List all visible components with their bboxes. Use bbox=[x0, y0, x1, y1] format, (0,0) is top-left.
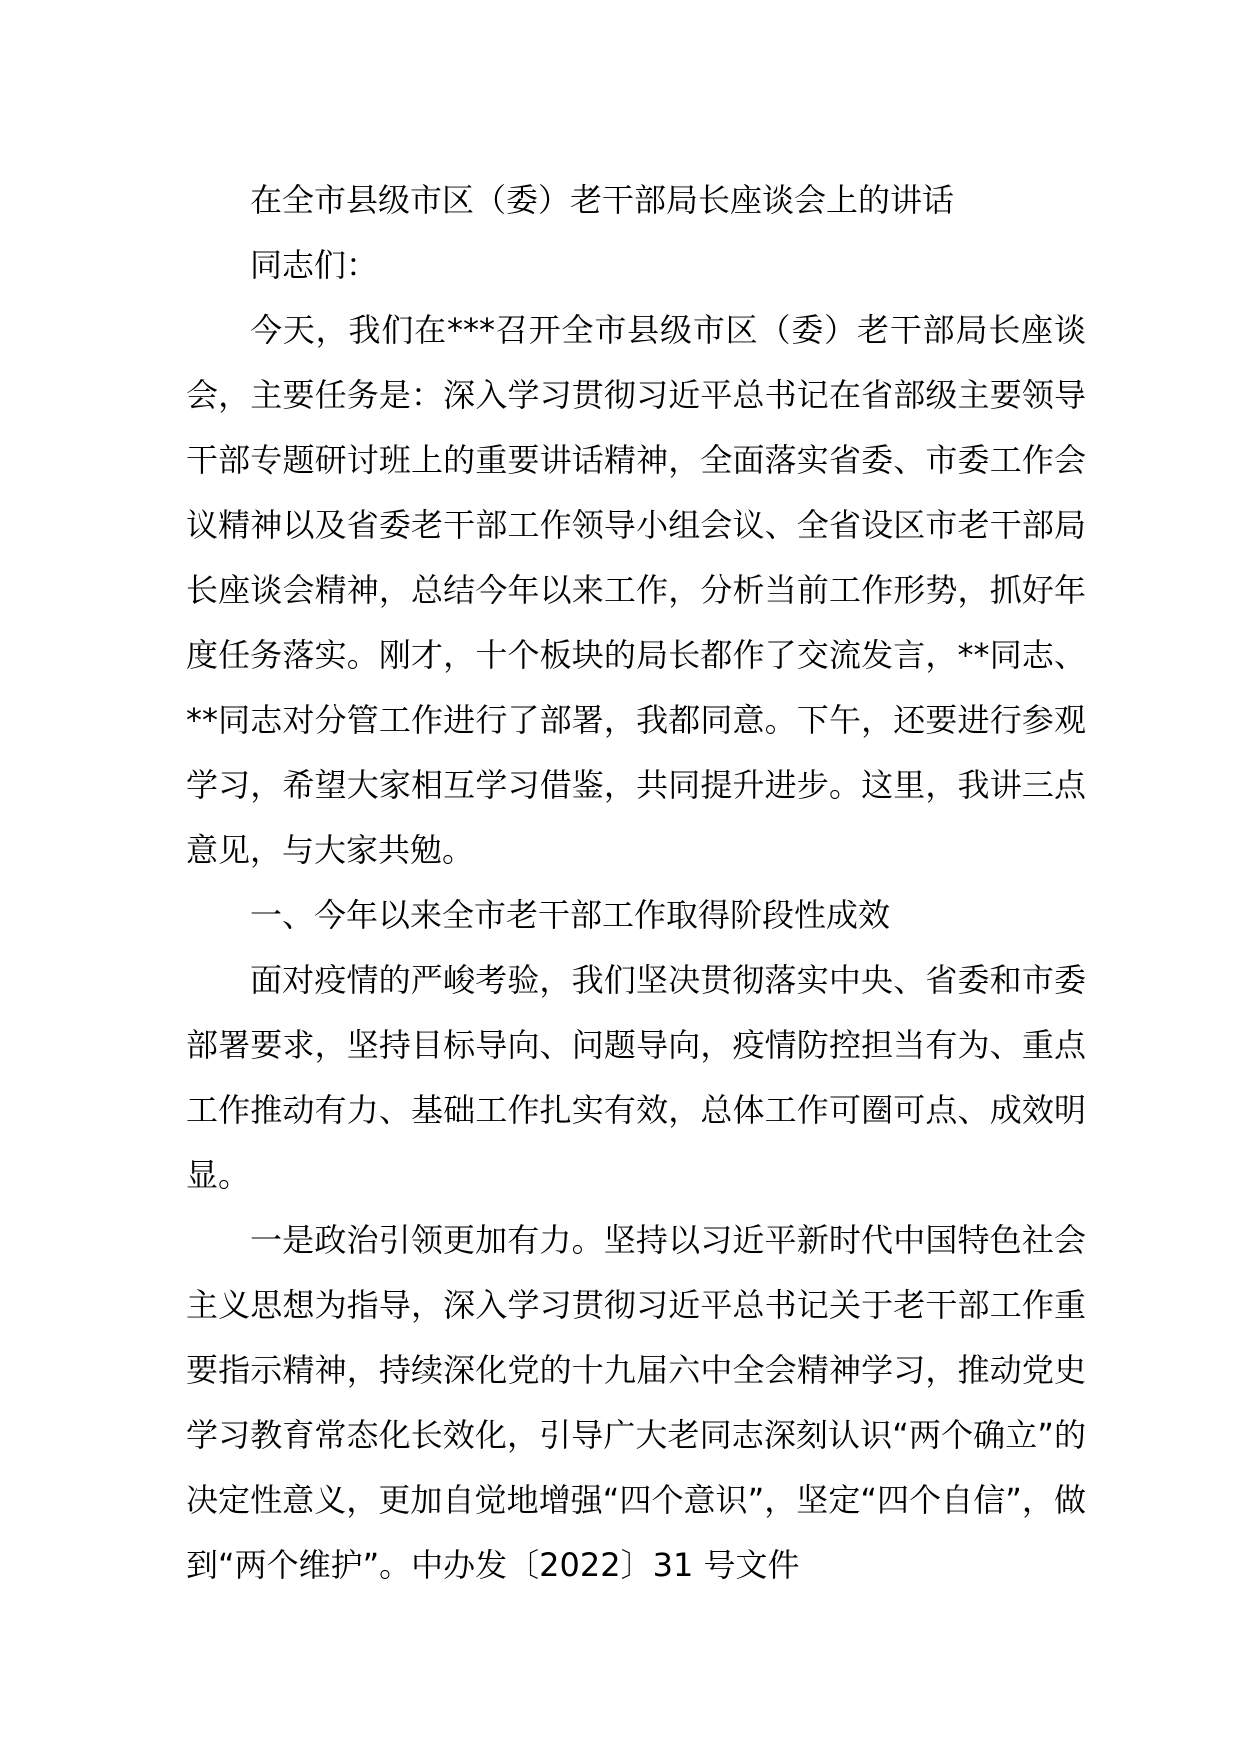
salutation: 同志们： bbox=[250, 246, 379, 284]
speech-title: 在全市县级市区（委）老干部局长座谈会上的讲话 bbox=[250, 181, 955, 219]
document-body bbox=[186, 168, 1086, 1598]
section-heading-1: 一、今年以来全市老干部工作取得阶段性成效 bbox=[250, 896, 891, 934]
section-paragraph: 面对疫情的严峻考验，我们坚决贯彻落实中央、省委和市委部署要求，坚持目标导向、问题导向，疫情防控担当有为、重点工作推动有力、基础工作扎实有效，总体工作可圈可点、成效明显。 bbox=[186, 961, 1086, 1194]
intro-paragraph: 今天，我们在***召开全市县级市区（委）老干部局长座谈会，主要任务是：深入学习贯彻习近平总书记在省部级主要领导干部专题研讨班上的重要讲话精神，全面落实省委、市委工作会议精神以及省委老干部工作领导小组会议、全省设区市老干部局长座谈会精神，总结今年以来工作，分析当前工作形势，抓好年度任务落实。刚才，十个板块的局长都作了交流发言，**同志、**同志对分管工作进行了部署，我都同意。下午，还要进行参观学习，希望大家相互学习借鉴，共同提升进步。这里，我讲三点意见，与大家共勉。 bbox=[186, 311, 1086, 869]
section-paragraph: 一是政治引领更加有力。坚持以习近平新时代中国特色社会主义思想为指导，深入学习贯彻习近平总书记关于老干部工作重要指示精神，持续深化党的十九届六中全会精神学习，推动党史学习教育常态化长效化，引导广大老同志深刻认识“两个确立”的决定性意义，更加自觉地增强“四个意识”，坚定“四个自信”，做到“两个维护”。中办发〔2022〕31 号文件 bbox=[186, 1221, 1086, 1584]
